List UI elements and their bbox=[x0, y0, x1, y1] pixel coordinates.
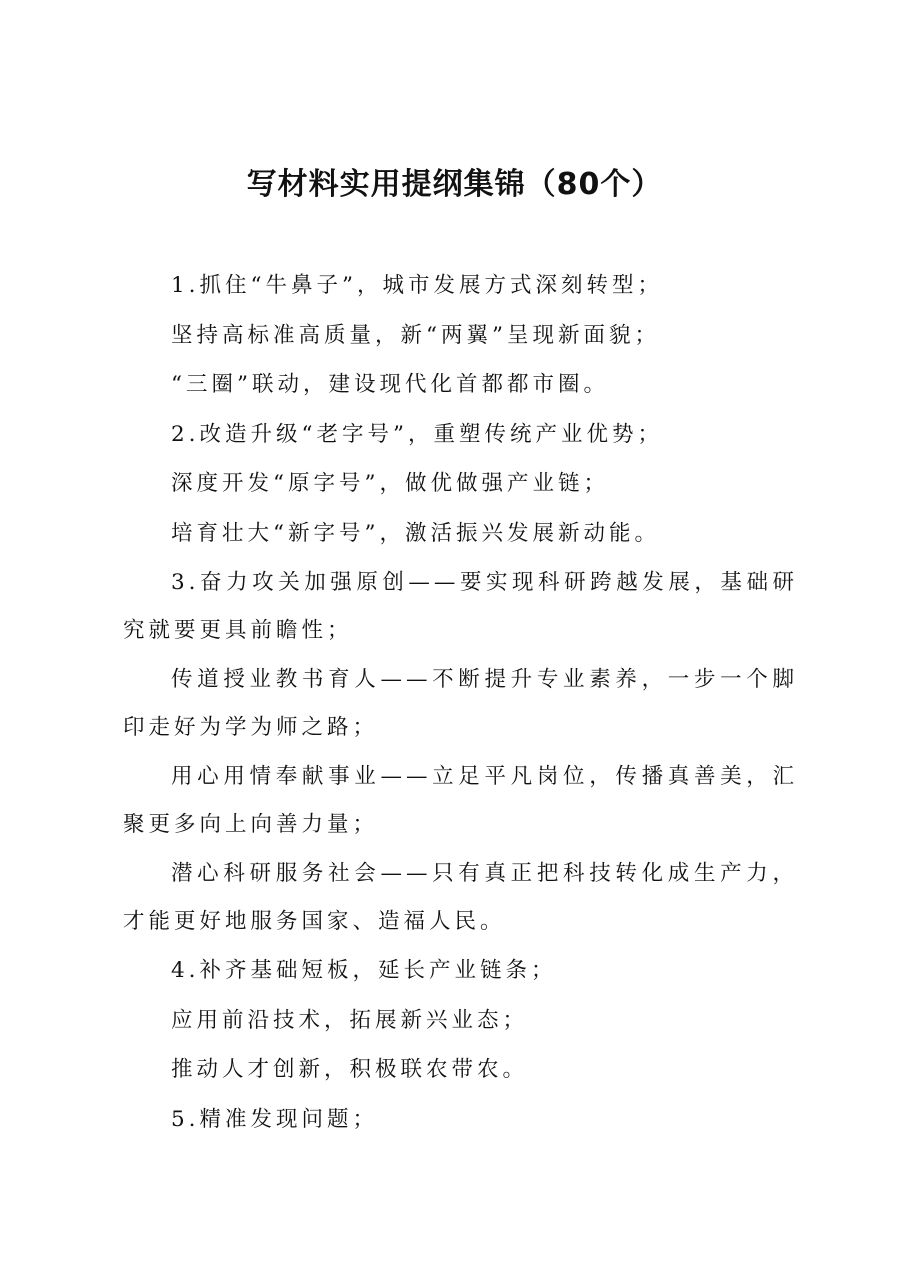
paragraph-1: 1.抓住“牛鼻子”，城市发展方式深刻转型； bbox=[171, 273, 663, 298]
document-body bbox=[123, 262, 798, 1145]
paragraph-12: 应用前沿技术，拓展新兴业态； bbox=[171, 1007, 529, 1033]
paragraph-13: 推动人才创新，积极联农带农。 bbox=[171, 1057, 529, 1082]
paragraph-11: 4.补齐基础短板，延长产业链条； bbox=[171, 958, 557, 983]
paragraph-3: “三圈”联动，建设现代化首都都市圈。 bbox=[171, 372, 609, 397]
paragraph-14: 5.精准发现问题； bbox=[171, 1106, 379, 1132]
paragraph-9: 用心用情奉献事业——立足平凡岗位，传播真善美，汇聚更多向上向善力量； bbox=[123, 764, 798, 837]
paragraph-8: 传道授业教书育人——不断提升专业素养，一步一个脚印走好为学为师之路； bbox=[123, 667, 798, 740]
paragraph-2: 坚持高标准高质量，新“两翼”呈现新面貌； bbox=[171, 322, 660, 348]
paragraph-5: 深度开发“原字号”，做优做强产业链； bbox=[171, 471, 609, 496]
document-title: 写材料实用提纲集锦（80个） bbox=[246, 167, 663, 202]
paragraph-4: 2.改造升级“老字号”，重塑传统产业优势； bbox=[171, 421, 663, 447]
paragraph-10: 潜心科研服务社会——只有真正把科技转化成生产力，才能更好地服务国家、造福人民。 bbox=[123, 861, 798, 934]
paragraph-6: 培育壮大“新字号”，激活振兴发展新动能。 bbox=[171, 520, 660, 546]
paragraph-7: 3.奋力攻关加强原创——要实现科研跨越发展，基础研究就要更具前瞻性； bbox=[123, 570, 798, 643]
